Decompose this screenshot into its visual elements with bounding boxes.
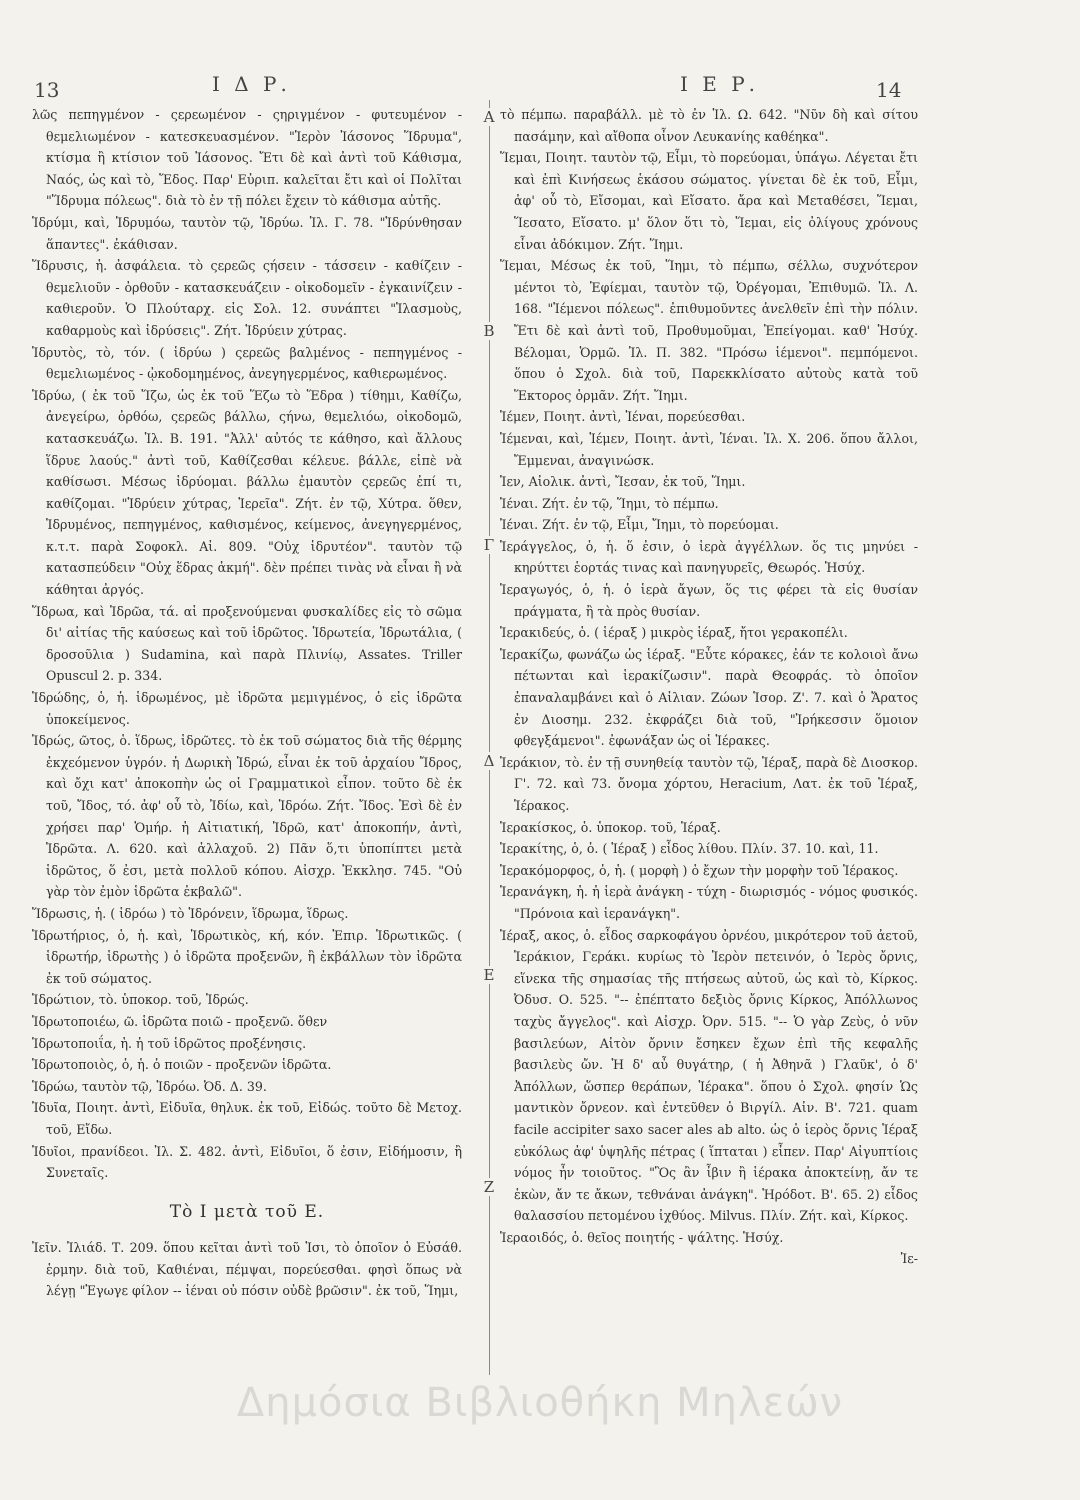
entry: τὸ πέμπω. παραβάλλ. μὲ τὸ ἐν Ἰλ. Ω. 642. "Νῦν δὴ καὶ σίτου πασάμην, καὶ αἴθοπα οἶνον Λευκανίης καθέηκα". bbox=[500, 107, 918, 144]
entry: Ἱεν, Αἰολικ. ἀντὶ, Ἴεσαν, ἐκ τοῦ, Ἵημι. bbox=[500, 474, 746, 490]
entry: Ἵεμαι, Μέσως ἐκ τοῦ, Ἵημι, τὸ πέμπω, σέλλω, συχνότερον μέντοι τὸ, Ἐφίεμαι, ταυτὸν τῷ, Ὀρέγομαι, Ἐπιθυμῶ. Ἰλ. Λ. 168. "Ἱέμενοι πόλεως". ἐπιθυμοῦντες ἀνελθεῖν ἐπὶ τὴν πόλιν. Ἔτι δὲ καὶ ἀντὶ τοῦ, Προθυμοῦμαι, Ἐπείγομαι. καθ' Ἡσύχ. Βέλομαι, Ὁρμῶ. Ἰλ. Π. 382. "Πρόσω ἱέμενοι". πεμπόμενοι. ὅπου ὁ Σχολ. διὰ τοῦ, Παρεκκλίσατο αὐτοὺς κατὰ τοῦ Ἕκτορος ὁρμᾶν. Ζήτ. Ἵημι. bbox=[500, 258, 918, 403]
entry: Ἱεραγωγός, ὁ, ἡ. ὁ ἱερὰ ἄγων, ὅς τις φέρει τὰ εἰς θυσίαν πράγματα, ἢ τὰ πρὸς θυσίαν. bbox=[500, 582, 918, 619]
entry: Ἰεῖν. Ἰλιάδ. Τ. 209. ὅπου κεῖται ἀντὶ τοῦ Ἰσι, τὸ ὁποῖον ὁ Εὐσάθ. ἑρμην. διὰ τοῦ, Καθιέναι, πέμψαι, πορεύεσθαι. φησὶ ὅπως νὰ λέγῃ "Ἐγωγε φίλον -- ἰέναι οὐ πόσιν οὐδὲ βρῶσιν". ἐκ τοῦ, Ἵημι, bbox=[32, 1240, 462, 1299]
catchword: Ἱε- bbox=[900, 1251, 918, 1267]
left-running-head: Ι Δ Ρ. bbox=[212, 72, 291, 96]
margin-letter-g: Γ bbox=[477, 536, 501, 554]
entry: Ἰδυῖα, Ποιητ. ἀντὶ, Εἰδυῖα, θηλυκ. ἐκ τοῦ, Εἰδώς. τοῦτο δὲ Μετοχ. τοῦ, Εἴδω. bbox=[32, 1100, 462, 1137]
entry: Ἵδρωα, καὶ Ἱδρῶα, τά. αἱ προξενούμεναι φυσκαλίδες εἰς τὸ σῶμα δι' αἰτίας τῆς καύσεως καὶ τοῦ ἱδρῶτος. Ἱδρωτεία, Ἱδρωτάλια, ( δροσοῦλια ) Sudamina, καὶ παρὰ Πλινίῳ, Assates. Triller Opuscul 2. p. 334. bbox=[32, 603, 462, 684]
entry: Ἱερακίζω, φωνάζω ὡς ἱέραξ. "Εὖτε κόρακες, ἐάν τε κολοιοὶ ἄνω πέτωνται καὶ ἱερακίζωσιν". παρὰ Θεοφράς. τὸ ὁποῖον ἐπαναλαμβάνει καὶ ὁ Αἰλιαν. Ζώων Ἱσορ. Ζ'. 7. καὶ ὁ Ἄρατος ἐν Διοσημ. 232. ἐκφράζει διὰ τοῦ, "Ἰρήκεσσιν ὅμοιον φθεγξάμενοι". ἐφωνάξαν ὡς οἱ Ἱέρακες. bbox=[500, 646, 918, 749]
margin-letter-z: Ζ bbox=[477, 1178, 501, 1196]
entry: Ἱδρυτὸς, τὸ, τόν. ( ἱδρύω ) ςερεῶς βαλμένος - πεπηγμένος - θεμελιωμένος - ᾠκοδομημένος, ἀνεγηγερμένος, καθιερωμένος. bbox=[32, 344, 462, 382]
entry: Ἱδρύω, ( ἐκ τοῦ Ἵζω, ὡς ἐκ τοῦ Ἕζω τὸ Ἕδρα ) τίθημι, Καθίζω, ἀνεγείρω, ὀρθόω, ςερεῶς βάλλω, ςήνω, θεμελιόω, οἰκοδομῶ, κατασκευάζω. Ἰλ. Β. 191. "Ἀλλ' αὐτός τε κάθησο, καὶ ἄλλους ἵδρυε λαούς." ἀντὶ τοῦ, Καθίζεσθαι κέλευε. βάλλε, εἰπὲ νὰ καθίσωσι. Μέσως ἱδρύομαι. βάλλω ἐμαυτὸν ςερεῶς ἐπί τι, καθίζομαι. "Ἱδρύειν χύτρας, Ἱερεῖα". Ζήτ. ἐν τῷ, Χύτρα. ὅθεν, Ἱδρυμένος, πεπηγμένος, καθισμένος, κείμενος, ἀνεγηγερμένος, κ.τ.τ. παρὰ Σοφοκλ. Αἰ. 809. "Οὐχ ἱδρυτέον". ταυτὸν τῷ κατασπεύδειν "Οὐχ ἕδρας ἀκμή". δὲν πρέπει τινὰς νὰ εἶναι ἢ νὰ κάθηται ἀργός. bbox=[32, 387, 462, 598]
right-column bbox=[500, 104, 918, 1270]
entry: Ἱερακιδεύς, ὁ. ( ἱέραξ ) μικρὸς ἱέραξ, ἤτοι γερακοπέλι. bbox=[500, 625, 848, 641]
right-page-number: 14 bbox=[876, 78, 902, 102]
right-running-head: Ι Ε Ρ. bbox=[680, 72, 760, 96]
entry: Ἱέραξ, ακος, ὁ. εἶδος σαρκοφάγου ὀρνέου, μικρότερον τοῦ ἀετοῦ, Ἱεράκιον, Γεράκι. κυρίως τὸ Ἱερὸν πετεινόν, ὁ Ἱερὸς ὄρνις, εἵνεκα τῆς σημασίας τῆς πτήσεως αὐτοῦ, ὡς καὶ τὸ, Κίρκος. Ὀδυσ. Ο. 525. "-- ἐπέπτατο δεξιὸς ὄρνις Κίρκος, Ἀπόλλωνος ταχὺς ἄγγελος". καὶ Αἰσχρ. Ὀρν. 515. "-- Ὁ γὰρ Ζεὺς, ὁ νῦν βασιλεύων, Αἰτὸν ὄρνιν ἔσηκεν ἔχων ἐπὶ τῆς κεφαλῆς βασιλεὺς ὤν. Ἡ δ' αὖ θυγάτηρ, ( ἡ Ἀθηνᾶ ) Γλαῦκ', ὁ δ' Ἀπόλλων, ὥσπερ θεράπων, Ἱέρακα". ὅπου ὁ Σχολ. φησίν Ὡς μαντικὸν ὄρνεον. καὶ ἐντεῦθεν ὁ Βιργίλ. Αἰν. Β'. 721. quam facile accipiter saxo sacer ales ab alto. ὡς ὁ ἱερὸς ὄρνις Ἱέραξ εὐκόλως ἀφ' ὑψηλῆς πέτρας ( ἵπταται ) εἶπεν. Παρ' Αἰγυπτίοις νόμος ἦν τοιοῦτος. "Ὃς ἂν ἶβιν ἢ ἱέρακα ἀποκτείνῃ, ἄν τε ἑκὼν, ἄν τε ἄκων, τεθνάναι ἀνάγκη". Ἡρόδοτ. Β'. 65. 2) εἶδος θαλασσίου πετομένου ἰχθύος. Milvus. Πλίν. Ζήτ. καὶ, Κίρκος. bbox=[500, 927, 918, 1224]
entry: Ἰέναι. Ζήτ. ἐν τῷ, Εἶμι, Ἴημι, τὸ πορεύομαι. bbox=[500, 517, 779, 533]
entry: Ἱεράγγελος, ὁ, ἡ. ὅ ἐσιν, ὁ ἱερὰ ἀγγέλλων. ὅς τις μηνύει - κηρύττει ἑορτάς τινας καὶ πανηγυρεῖς, Θεωρός. Ἡσύχ. bbox=[500, 538, 918, 576]
entry: Ἵεμαι, Ποιητ. ταυτὸν τῷ, Εἶμι, τὸ πορεύομαι, ὑπάγω. Λέγεται ἔτι καὶ ἐπὶ Κινήσεως ἑκάσου σώματος. γίνεται δὲ ἐκ τοῦ, Εἶμι, ἀφ' οὗ τὸ, Εἴσομαι, καὶ Εἴσατο. ἄρα καὶ Μεταθέσει, Ἵεμαι, Ἵεσατο, Εἴσατο. μ' ὅλον ὅτι τὸ, Ἵεμαι, εἰς ὀλίγους χρόνους εἶναι ἀδόκιμον. Ζήτ. Ἵημι. bbox=[500, 150, 918, 252]
entry: Ἱδρωτήριος, ὁ, ἡ. καὶ, Ἱδρωτικὸς, κή, κόν. Ἐπιρ. Ἱδρωτικῶς. ( ἱδρωτήρ, ἱδρωτὴς ) ὁ ἱδρῶτα προξενῶν, ἢ ἐκβάλλων τὸν ἱδρῶτα ἐκ τοῦ σώματος. bbox=[32, 927, 462, 986]
entry: Ἱδρώτιον, τὸ. ὑποκορ. τοῦ, Ἱδρώς. bbox=[32, 992, 249, 1008]
margin-letter-d: Δ bbox=[477, 752, 501, 770]
entry: Ἵδρωσις, ἡ. ( ἱδρόω ) τὸ Ἱδρόνειν, ἵδρωμα, ἵδρως. bbox=[32, 905, 349, 921]
left-column bbox=[32, 104, 462, 1302]
entry: Ἱδρύμι, καὶ, Ἱδρυμόω, ταυτὸν τῷ, Ἱδρύω. Ἰλ. Γ. 78. "Ἱδρύνθησαν ἅπαντες". ἐκάθισαν. bbox=[32, 214, 462, 252]
entry: λῶς πεπηγμένον - ςερεωμένον - ςηριγμένον - φυτευμένον - θεμελιωμένον - κατεσκευασμένον. "Ἱερὸν Ἰάσονος Ἵδρυμα", κτίσμα ἢ κτίσιον τοῦ Ἰάσονος. Ἔτι δὲ καὶ ἀντὶ τοῦ Κάθισμα, Ναός, ὡς καὶ τὸ, Ἕδος. Παρ' Εὐριπ. καλεῖται ἔτι καὶ οἱ Πολῖται "Ἵδρυμα πόλεως". διὰ τὸ ἐν τῇ πόλει ἔχειν τὸ κάθισμα αὐτῆς. bbox=[32, 107, 462, 209]
entry: Ἱέναι. Ζήτ. ἐν τῷ, Ἵημι, τὸ πέμπω. bbox=[500, 495, 719, 511]
entry: Ἱδρώς, ῶτος, ὁ. ἵδρως, ἱδρῶτες. τὸ ἐκ τοῦ σώματος διὰ τῆς θέρμης ἐκχεόμενον ὑγρόν. ἡ Δωρικὴ Ἱδρώ, εἶναι ἐκ τοῦ ἀρχαίου Ἴδρος, καὶ ὄχι κατ' ἀποκοπὴν ὡς οἱ Γραμματικοὶ εἶπον. τοῦτο δὲ ἐκ τοῦ, Ἴδος, τό. ἀφ' οὗ τὸ, Ἰδίω, καὶ, Ἱδρόω. Ζήτ. Ἴδος. Ἐσὶ δὲ ἐν χρήσει παρ' Ὁμήρ. ἡ Αἰτιατική, Ἱδρῶ, κατ' ἀποκοπήν, ἀντὶ, Ἱδρῶτα. Λ. 620. καὶ ἀλλαχοῦ. 2) Πᾶν ὅ,τι ὑποπίπτει μετὰ ἱδρῶτος, ὅ ἐσι, μετὰ πολλοῦ κόπου. Αἰσχρ. Ἐκκλησ. 745. "Οὐ γὰρ τὸν ἐμὸν ἱδρῶτα ἐκβαλῶ". bbox=[32, 733, 462, 900]
left-page-number: 13 bbox=[34, 78, 60, 102]
margin-letter-a: Α bbox=[477, 108, 501, 126]
entry: Ἵδρυσις, ἡ. ἀσφάλεια. τὸ ςερεῶς ςήσειν - τάσσειν - καθίζειν - θεμελιοῦν - ὀρθοῦν - κατασκευάζειν - οἰκοδομεῖν - ἐγκαινίζειν - καθιεροῦν. Ὁ Πλούταρχ. εἰς Σολ. 12. συνάπτει "Ἱλασμοὺς, καθαρμοὺς καὶ ἱδρύσεις". Ζήτ. Ἱδρύειν χύτρας. bbox=[32, 258, 462, 338]
entry: Ἱδρωτοποιὸς, ὁ, ἡ. ὁ ποιῶν - προξενῶν ἱδρῶτα. bbox=[32, 1057, 332, 1073]
margin-letter-e: Ε bbox=[477, 966, 501, 984]
entry: Ἱερακίτης, ὁ, ὁ. ( Ἱέραξ ) εἶδος λίθου. Πλίν. 37. 10. καὶ, 11. bbox=[500, 841, 879, 857]
entry: Ἱέμεν, Ποιητ. ἀντὶ, Ἰέναι, πορεύεσθαι. bbox=[500, 409, 746, 425]
section-heading: Τὸ Ι μετὰ τοῦ Ε. bbox=[169, 1201, 325, 1222]
entry: Ἱδρώδης, ὁ, ἡ. ἱδρωμένος, μὲ ἱδρῶτα μεμιγμένος, ὁ εἰς ἱδρῶτα ὑποκείμενος. bbox=[32, 690, 462, 727]
entry: Ἱδρώω, ταυτὸν τῷ, Ἱδρόω. Ὀδ. Δ. 39. bbox=[32, 1078, 267, 1094]
entry: Ἰδυῖοι, πρανίδεοι. Ἰλ. Σ. 482. ἀντὶ, Εἰδυῖοι, ὅ ἐσιν, Εἰδήμοσιν, ἢ Συνεταῖς. bbox=[32, 1143, 462, 1181]
entry: Ἱέμεναι, καὶ, Ἱέμεν, Ποιητ. ἀντὶ, Ἰέναι. Ἰλ. Χ. 206. ὅπου ἄλλοι, Ἔμμεναι, ἀναγινώσκ. bbox=[500, 430, 918, 468]
entry: Ἱεραοιδός, ὁ. θεῖος ποιητής - ψάλτης. Ἡσύχ. bbox=[500, 1229, 784, 1245]
entry: Ἱερακίσκος, ὁ. ὑποκορ. τοῦ, Ἱέραξ. bbox=[500, 819, 721, 835]
margin-letter-b: Β bbox=[477, 322, 501, 340]
entry: Ἱερακόμορφος, ὁ, ἡ. ( μορφὴ ) ὁ ἔχων τὴν μορφὴν τοῦ Ἱέρακος. bbox=[500, 862, 899, 878]
entry: Ἱερανάγκη, ἡ. ἡ ἱερὰ ἀνάγκη - τύχη - διωρισμός - νόμος φυσικός. "Πρόνοια καὶ ἱερανάγκη". bbox=[500, 884, 918, 921]
entry: Ἱεράκιον, τὸ. ἐν τῇ συνηθείᾳ ταυτὸν τῷ, Ἱέραξ, παρὰ δὲ Διοσκορ. Γ'. 72. καὶ 73. ὄνομα χόρτου, Heracium, Λατ. ἐκ τοῦ Ἱέραξ, Ἱέρακος. bbox=[500, 754, 918, 813]
entry: Ἱδρωτοποιέω, ῶ. ἱδρῶτα ποιῶ - προξενῶ. ὅθεν bbox=[32, 1013, 328, 1029]
library-watermark: Δημόσια Βιβλιοθήκη Μηλεών bbox=[236, 1380, 844, 1426]
entry: Ἱδρωτοποιΐα, ἡ. ἡ τοῦ ἱδρῶτος προξένησις. bbox=[32, 1035, 307, 1051]
